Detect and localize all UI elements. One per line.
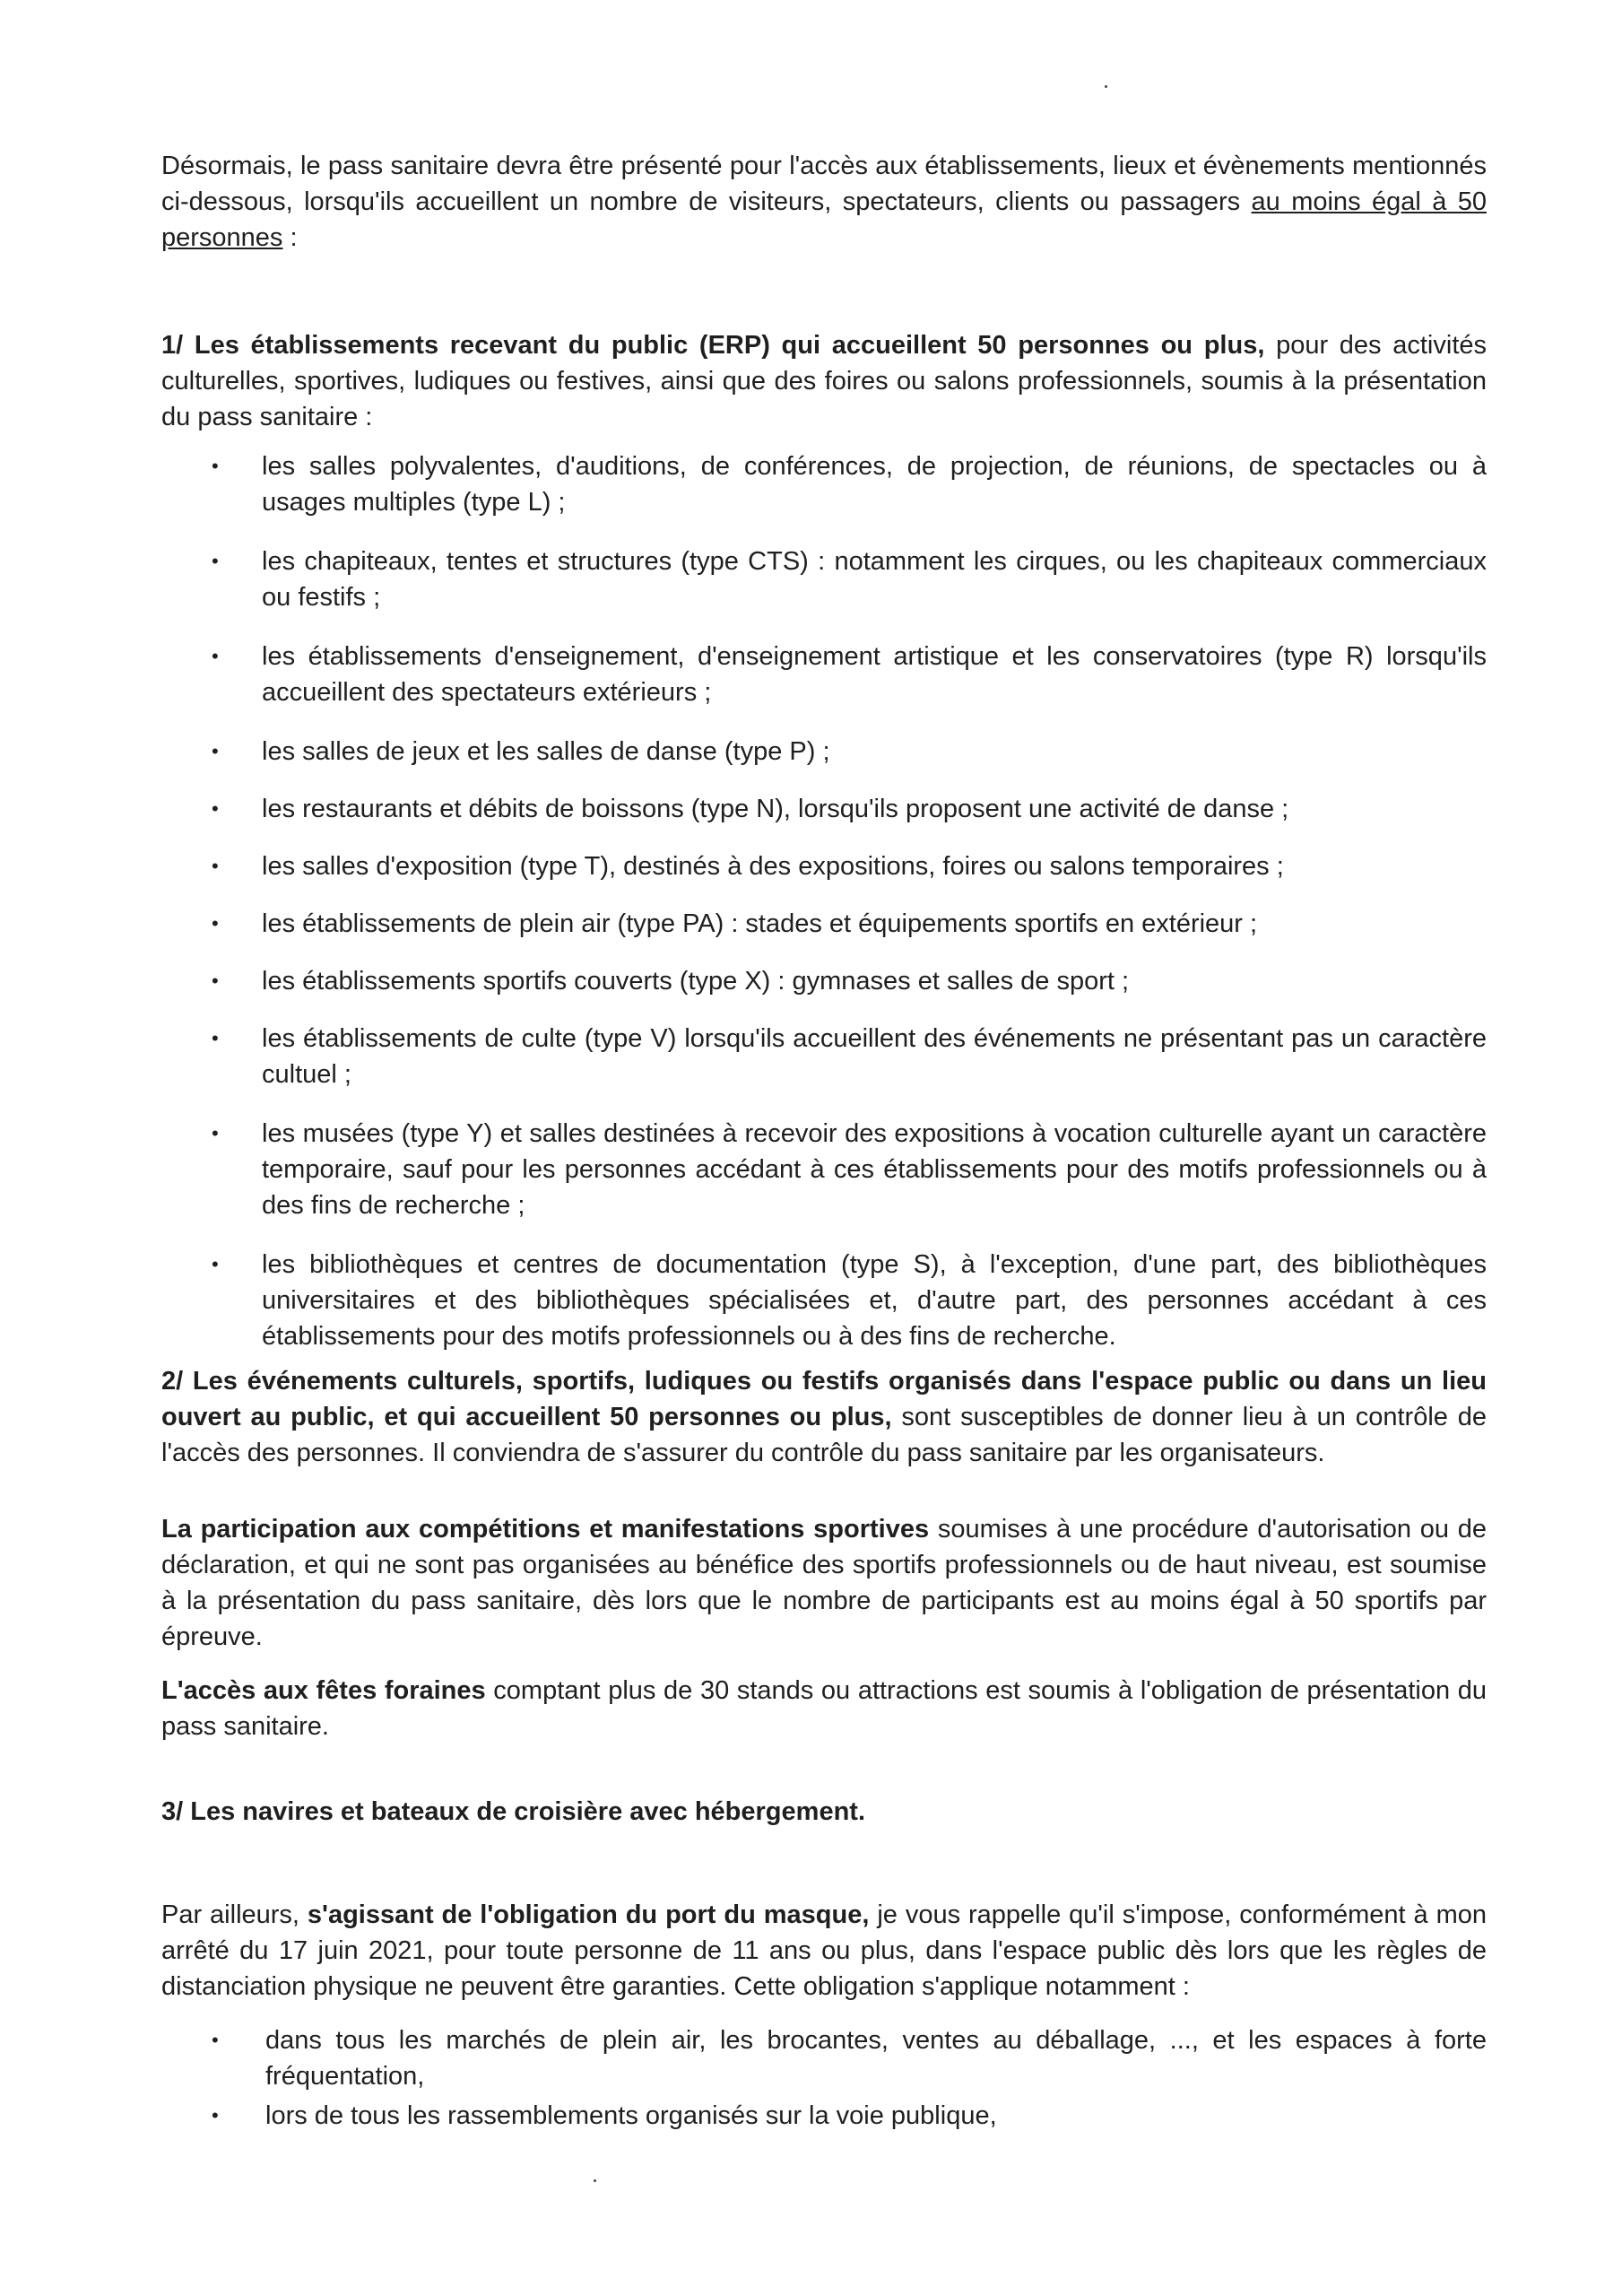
bullet-icon: • [212,970,219,992]
bullet-icon: • [212,2029,219,2051]
list-item: • les musées (type Y) et salles destinées à recevoir des expositions à vocation culturelle ayant un caractère temporaire, sauf pour les personnes accédant à ces établissements pour des motifs professionnels ou à des fins de recherche ; [161,1116,1487,1223]
bullet-icon: • [212,550,219,572]
list-item: • dans tous les marchés de plein air, les brocantes, ventes au déballage, ..., et les espaces à forte fréquentation, [161,2022,1487,2094]
bullet-icon: • [212,645,219,667]
section-1-heading [161,327,1487,435]
bullet-icon: • [212,740,219,762]
scan-speck [594,2179,596,2182]
bullet-icon: • [212,1027,219,1049]
fairs-paragraph [161,1673,1487,1744]
competitions-bold: La participation aux compétitions et manifestations sportives [161,1515,930,1544]
list-item: • les restaurants et débits de boissons (type N), lorsqu'ils proposent une activité de danse ; [161,791,1487,827]
mask-bold: s'agissant de l'obligation du port du masque, [307,1900,870,1929]
section-3-heading [161,1794,1487,1830]
establishments-list [161,448,1487,1378]
bullet-icon: • [212,1122,219,1144]
bullet-icon: • [212,912,219,935]
intro-colon: : [282,223,298,252]
bullet-icon: • [212,797,219,820]
intro-paragraph [161,148,1487,256]
list-item: • les établissements d'enseignement, d'enseignement artistique et les conservatoires (type R) lorsqu'ils accueillent des spectateurs extérieurs ; [161,639,1487,710]
list-item: • les établissements sportifs couverts (type X) : gymnases et salles de sport ; [161,963,1487,999]
section-1-text: pour des activités culturelles, sportives, ludiques ou festives, ainsi que des foires ou salons professionnels, soumis à la présentation du pass sanitaire : [161,331,1488,431]
bullet-icon: • [212,455,219,477]
list-item: • les établissements de culte (type V) lorsqu'ils accueillent des événements ne présentant pas un caractère cultuel ; [161,1021,1487,1092]
competitions-paragraph [161,1511,1487,1655]
competitions-text: soumises à une procédure d'autorisation ou de déclaration, et qui ne sont pas organisées au bénéfice des sportifs professionnels ou de haut niveau, est soumise à la présentation du pass sanitaire, dès lors que le nombre de participants est au moins égal à 50 sportifs par épreuve. [161,1515,1488,1651]
list-item: • les salles de jeux et les salles de danse (type P) ; [161,734,1487,770]
section-2-text: sont susceptibles de donner lieu à un contrôle de l'accès des personnes. Il conviendra de s'assurer du contrôle du pass sanitaire par les organisateurs. [161,1403,1487,1467]
list-item: • les salles polyvalentes, d'auditions, de conférences, de projection, de réunions, de spectacles ou à usages multiples (type L) ; [161,448,1487,520]
list-item: • les salles d'exposition (type T), destinés à des expositions, foires ou salons temporaires ; [161,848,1487,884]
section-2-paragraph [161,1363,1487,1471]
fairs-text: comptant plus de 30 stands ou attractions est soumis à l'obligation de présentation du pass sanitaire. [161,1676,1487,1741]
list-item: • les bibliothèques et centres de documentation (type S), à l'exception, d'une part, des bibliothèques universitaires et des bibliothèques spécialisées et, d'autre part, des personnes accédant à ces établissements pour des motifs professionnels ou à des fins de recherche. [161,1247,1487,1354]
section-2-bold: 2/ Les événements culturels, sportifs, ludiques ou festifs organisés dans l'espace public ou dans un lieu ouvert au public, et qui accueillent 50 personnes ou plus, [161,1367,1487,1431]
bullet-icon: • [212,855,219,877]
mask-paragraph [161,1897,1487,2005]
list-item: • les établissements de plein air (type PA) : stades et équipements sportifs en extérieur ; [161,906,1487,942]
fairs-bold: L'accès aux fêtes foraines [161,1676,486,1705]
list-item: • les chapiteaux, tentes et structures (type CTS) : notamment les cirques, ou les chapiteaux commerciaux ou festifs ; [161,544,1487,615]
mask-text: je vous rappelle qu'il s'impose, conformément à mon arrêté du 17 juin 2021, pour toute personne de 11 ans ou plus, dans l'espace public dès lors que les règles de distanciation physique ne peuvent être garanties. Cette obligation s'applique notamment : [161,1900,1487,2001]
section-1-bold: 1/ Les établissements recevant du public (ERP) qui accueillent 50 personnes ou plus, [161,331,1265,360]
intro-text: Désormais, le pass sanitaire devra être présenté pour l'accès aux établissements, lieux et évènements mentionnés ci-dessous, lorsqu'ils accueillent un nombre de visiteurs, spectateurs, clients ou passagers [161,152,1487,216]
section-3-bold: 3/ Les navires et bateaux de croisière avec hébergement. [161,1797,865,1826]
scan-speck [1105,85,1107,88]
intro-underlined-text: au moins égal à 50 personnes [161,187,1487,252]
bullet-icon: • [212,2104,219,2126]
mask-places-list [161,2022,1487,2137]
mask-intro: Par ailleurs, [161,1900,308,1929]
bullet-icon: • [212,1253,219,1275]
list-item: • lors de tous les rassemblements organisés sur la voie publique, [161,2098,1487,2134]
